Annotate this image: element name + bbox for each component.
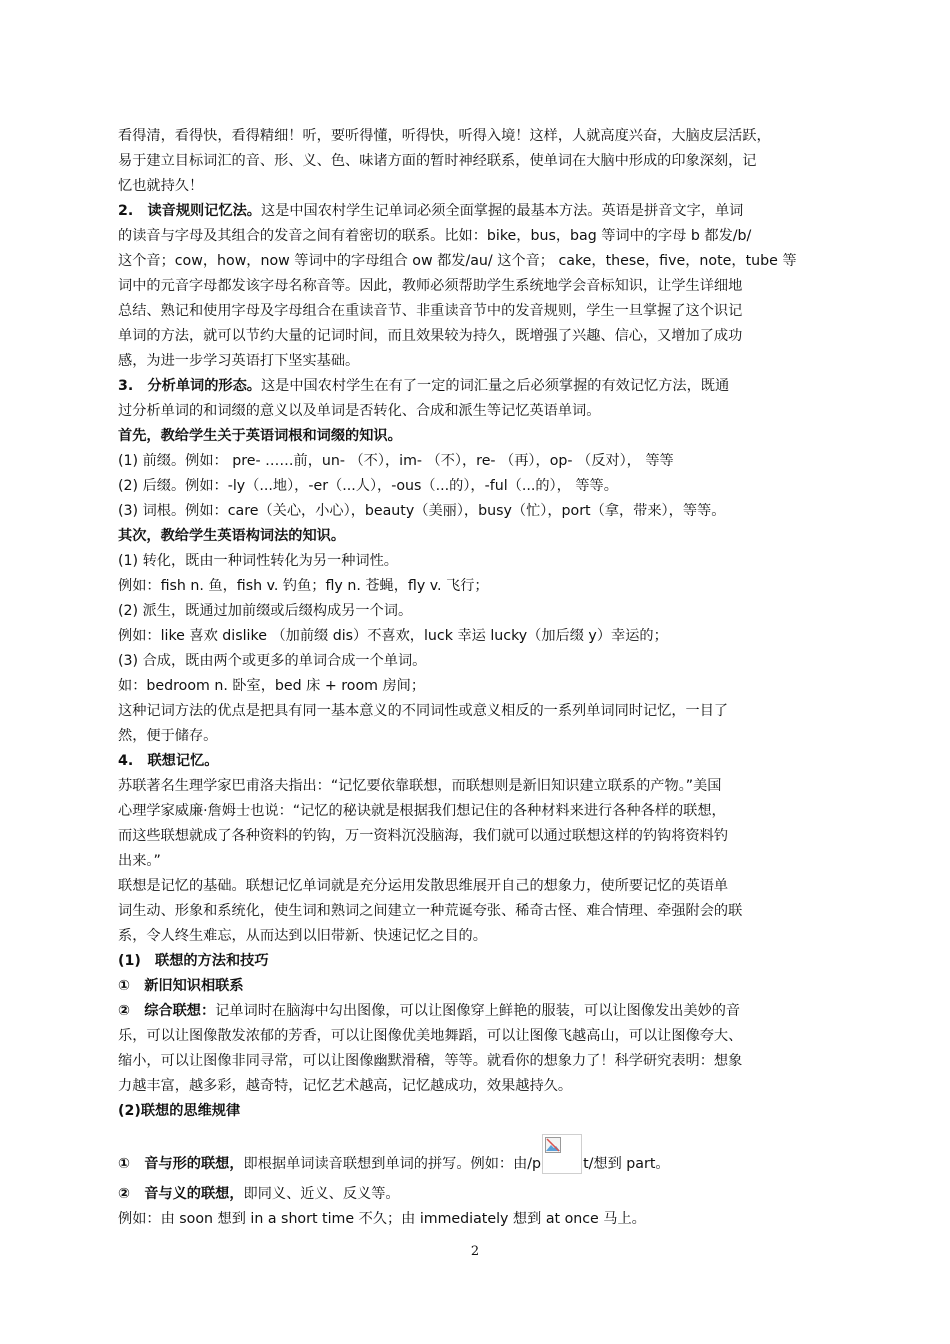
section-3-heading-line: [118, 374, 846, 399]
text-line: 单词的方法，就可以节约大量的记词时间，而且效果较为持久，既增强了兴趣、信心，又增加了成功: [118, 328, 743, 344]
text-line: 联想是记忆的基础。联想记忆单词就是充分运用发散思维展开自己的想象力，使所要记忆的英语单: [118, 878, 729, 894]
quote-line: 心理学家威廉·詹姆士也说：“记忆的秘诀就是根据我们想记住的各种材料来进行各种各样的联想，: [118, 803, 726, 819]
subheading-thinking-rules: (2)联想的思维规律: [118, 1103, 241, 1119]
text-line: 词生动、形象和系统化，使生词和熟词之间建立一种荒诞夸张、稀奇古怪、难合情理、牵强附会的联: [118, 903, 743, 919]
broken-image-icon: [542, 1134, 582, 1174]
list-item: (2) 派生，既通过加前缀或后缀构成另一个词。: [118, 603, 413, 619]
rule-item-line: [118, 1134, 846, 1178]
section-3-title: 3. 分析单词的形态。: [118, 378, 261, 394]
text-line: 这个音；cow，how，now 等词中的字母组合 ow 都发/au/ 这个音； cake，these，five，note，tube 等: [118, 253, 797, 269]
rule-title: ① 音与形的联想，: [118, 1156, 244, 1172]
text-line: 力越丰富，越多彩，越奇特，记忆艺术越高，记忆越成功，效果越持久。: [118, 1078, 573, 1094]
method-item: ① 新旧知识相联系: [118, 978, 244, 994]
rule-item-line: [118, 1182, 846, 1207]
section-4-title: 4. 联想记忆。: [118, 753, 219, 769]
text-run: 这是中国农村学生记单词必须全面掌握的最基本方法。英语是拼音文字，单词: [260, 203, 744, 219]
text-run: t/想到 part。: [583, 1156, 670, 1172]
method-title: ② 综合联想：: [118, 1003, 216, 1019]
page-number: 2: [470, 1244, 480, 1259]
text-line: 这种记词方法的优点是把具有同一基本意义的不同词性或意义相反的一系列单词同时记忆，一目了: [118, 703, 729, 719]
quote-line: 出来。”: [118, 853, 161, 869]
list-item: (3) 词根。例如：care（关心，小心），beauty（美丽），busy（忙），port（拿，带来），等等。: [118, 503, 726, 519]
list-item: (2) 后缀。例如：-ly（...地），-er（...人），-ous（...的），-ful（...的）， 等等。: [118, 478, 618, 494]
quote-line: 而这些联想就成了各种资料的钓钩，万一资料沉没脑海，我们就可以通过联想这样的钓钩将资料钓: [118, 828, 729, 844]
method-item-line: [118, 999, 846, 1024]
text-run: 这是中国农村学生在有了一定的词汇量之后必须掌握的有效记忆方法，既通: [260, 378, 730, 394]
text-line: 看得清，看得快，看得精细！听，要听得懂，听得快，听得入境！这样，人就高度兴奋，大脑皮层活跃，: [118, 128, 771, 144]
example-line: 例如：like 喜欢 dislike （加前缀 dis）不喜欢，luck 幸运 lucky（加后缀 y）幸运的；: [118, 628, 668, 644]
text-line: 缩小，可以让图像非同寻常，可以让图像幽默滑稽，等等。就看你的想象力了！科学研究表明：想象: [118, 1053, 743, 1069]
text-line: 总结、熟记和使用字母及字母组合在重读音节、非重读音节中的发音规则，学生一旦掌握了这个识记: [118, 303, 743, 319]
text-line: 乐，可以让图像散发浓郁的芳香，可以让图像优美地舞蹈，可以让图像飞越高山，可以让图像夸大、: [118, 1028, 743, 1044]
text-line: 系，令人终生难忘，从而达到以旧带新、快速记忆之目的。: [118, 928, 487, 944]
text-line: 词中的元音字母都发该字母名称音等。因此，教师必须帮助学生系统地学会音标知识，让学生详细地: [118, 278, 743, 294]
list-item: (1) 前缀。例如： pre- ……前，un- （不），im- （不），re- （再），op- （反对）， 等等: [118, 453, 674, 469]
section-2-heading-line: [118, 199, 846, 224]
text-line: 感，为进一步学习英语打下坚实基础。: [118, 353, 360, 369]
quote-line: 苏联著名生理学家巴甫洛夫指出：“记忆要依靠联想，而联想则是新旧知识建立联系的产物。”美国: [118, 778, 722, 794]
list-item: (3) 合成，既由两个或更多的单词合成一个单词。: [118, 653, 427, 669]
text-line: 忆也就持久！: [118, 178, 204, 194]
example-line: 例如：fish n. 鱼，fish v. 钓鱼；fly n. 苍蝇，fly v. 飞行；: [118, 578, 489, 594]
text-run: 记单词时在脑海中勾出图像，可以让图像穿上鲜艳的服装，可以让图像发出美妙的音: [215, 1003, 741, 1019]
document-body: [118, 124, 846, 1232]
rule-title: ② 音与义的联想，: [118, 1186, 244, 1202]
example-line: 例如：由 soon 想到 in a short time 不久；由 immediately 想到 at once 马上。: [118, 1211, 646, 1227]
text-line: 的读音与字母及其组合的发音之间有着密切的联系。比如：bike，bus，bag 等词中的字母 b 都发/b/: [118, 228, 752, 244]
text-run: 即根据单词读音联想到单词的拼写。例如：由/p: [243, 1156, 542, 1172]
example-line: 如：bedroom n. 卧室，bed 床 + room 房间；: [118, 678, 426, 694]
section-2-title: 2. 读音规则记忆法。: [118, 203, 261, 219]
text-line: 易于建立目标词汇的音、形、义、色、味诸方面的暂时神经联系，使单词在大脑中形成的印象深刻，记: [118, 153, 757, 169]
text-line: 过分析单词的和词缀的意义以及单词是否转化、合成和派生等记忆英语单词。: [118, 403, 601, 419]
subheading-roots-affixes: 首先，教给学生关于英语词根和词缀的知识。: [118, 428, 402, 444]
list-item: (1) 转化，既由一种词性转化为另一种词性。: [118, 553, 398, 569]
subheading-methods: (1) 联想的方法和技巧: [118, 953, 269, 969]
subheading-word-formation: 其次，教给学生英语构词法的知识。: [118, 528, 346, 544]
text-run: 即同义、近义、反义等。: [243, 1186, 400, 1202]
text-line: 然，便于储存。: [118, 728, 218, 744]
